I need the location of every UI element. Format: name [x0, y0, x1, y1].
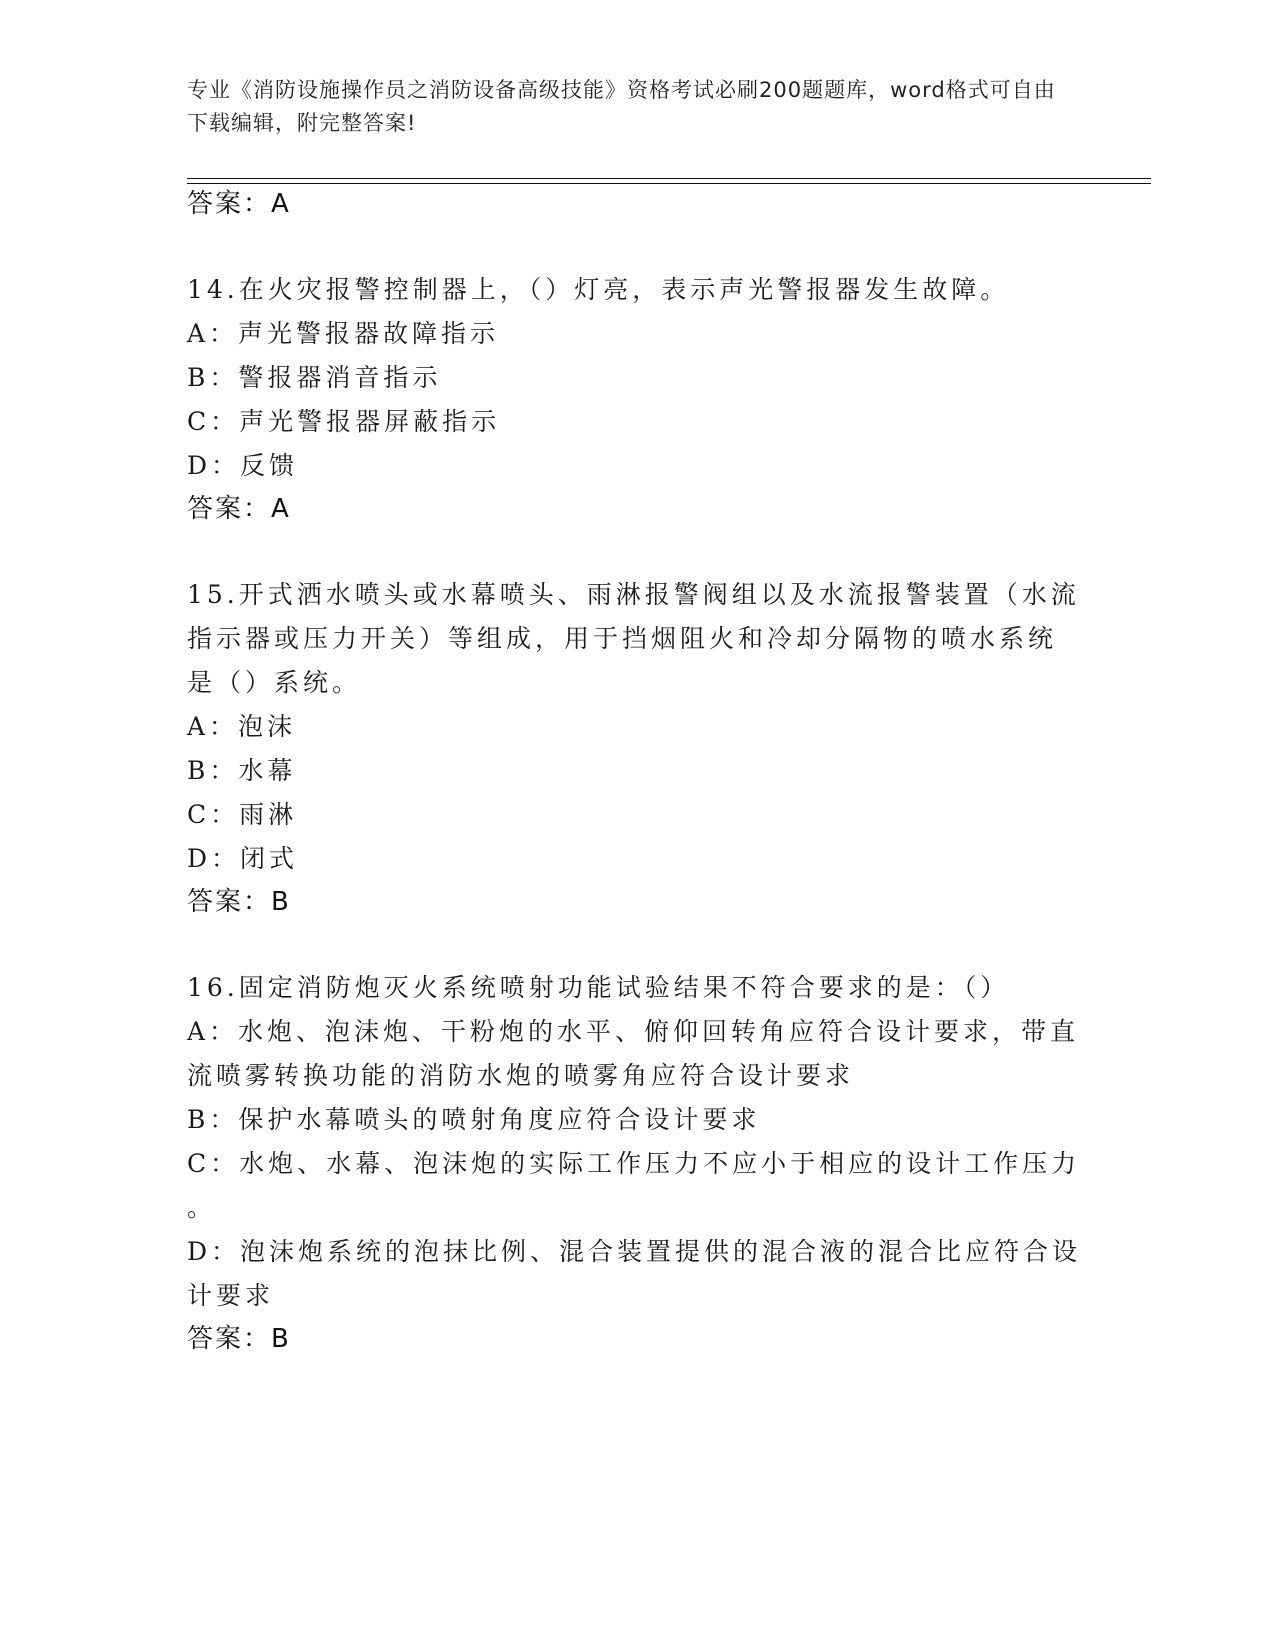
question-15-stem-line-1: 15.开式洒水喷头或水幕喷头、雨淋报警阀组以及水流报警装置（水流	[187, 580, 1080, 609]
question-15-option-a: A：泡沫	[187, 712, 297, 741]
question-14-option-d: D：反馈	[187, 451, 299, 480]
question-16-option-c-line-1: C：水炮、水幕、泡沫炮的实际工作压力不应小于相应的设计工作压力	[187, 1149, 1081, 1178]
question-14-option-c: C：声光警报器屏蔽指示	[187, 407, 501, 436]
question-14-stem: 14.在火灾报警控制器上，（）灯亮，表示声光警报器发生故障。	[187, 275, 1010, 304]
question-16-option-c-line-2: 。	[187, 1193, 217, 1222]
header-rule-bottom	[187, 183, 1151, 184]
question-14-option-a: A：声光警报器故障指示	[187, 319, 500, 348]
header-rule-top	[187, 178, 1151, 179]
question-15-stem-line-3: 是（）系统。	[187, 668, 362, 697]
question-15-answer: 答案：B	[187, 887, 291, 917]
question-16-option-d-line-2: 计要求	[187, 1281, 275, 1310]
question-16-stem: 16.固定消防炮灭火系统喷射功能试验结果不符合要求的是：（）	[187, 973, 1010, 1002]
question-14-option-b: B：警报器消音指示	[187, 363, 442, 392]
question-16-option-b: B：保护水幕喷头的喷射角度应符合设计要求	[187, 1105, 761, 1134]
question-16-option-a-line-1: A：水炮、泡沫炮、干粉炮的水平、俯仰回转角应符合设计要求，带直	[187, 1017, 1080, 1046]
question-16-answer: 答案：B	[187, 1324, 291, 1354]
question-15-option-c: C：雨淋	[187, 800, 298, 829]
question-16-option-d-line-1: D：泡沫炮系统的泡抹比例、混合装置提供的混合液的混合比应符合设	[187, 1237, 1082, 1266]
question-15-option-d: D：闭式	[187, 844, 299, 873]
question-15-stem-line-2: 指示器或压力开关）等组成，用于挡烟阻火和冷却分隔物的喷水系统	[187, 624, 1058, 653]
question-16-option-a-line-2: 流喷雾转换功能的消防水炮的喷雾角应符合设计要求	[187, 1061, 855, 1090]
document-header: 专业《消防设施操作员之消防设备高级技能》资格考试必刷200题题库，word格式可自由下载编辑，附完整答案!	[187, 78, 1056, 135]
question-14-answer: 答案：A	[187, 494, 291, 524]
previous-answer: 答案：A	[187, 189, 291, 219]
question-15-option-b: B：水幕	[187, 756, 297, 785]
